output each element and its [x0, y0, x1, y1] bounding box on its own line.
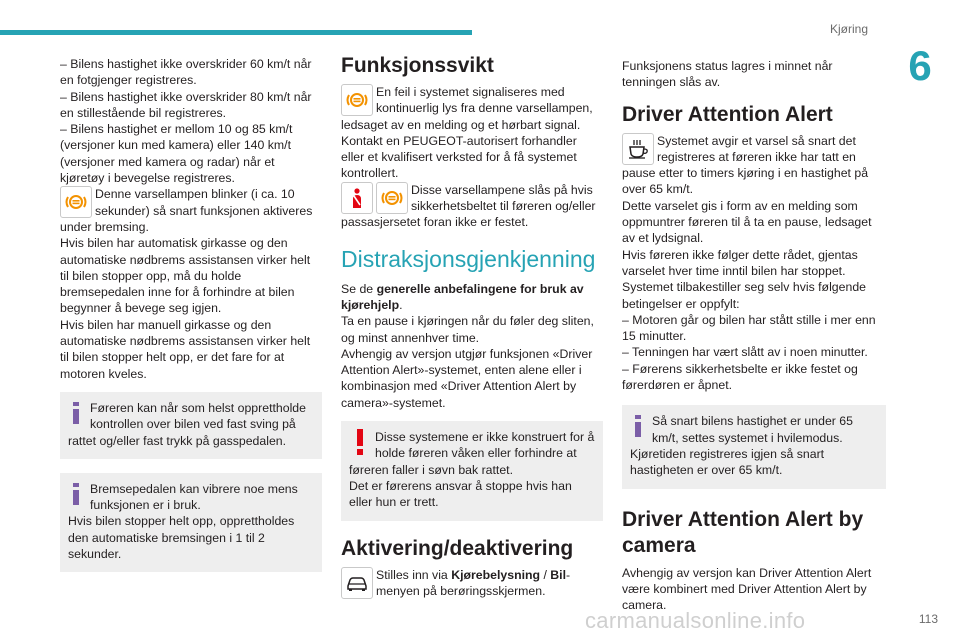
info-icon: [70, 402, 82, 424]
daa-paragraph: [622, 133, 886, 198]
condition-pedestrian: – Bilens hastighet ikke overskrider 60 km/t når en fotgjenger registreres.: [60, 57, 312, 88]
info-control-text: Føreren kan når som helst opprettholde kontrollen over bilen ved fast sving på rattet og/eller fast trykk på gasspedalen.: [68, 400, 306, 448]
lamp-paragraph: [60, 186, 322, 235]
fault-text: En feil i systemet signaliseres med kontinuerlig lys fra denne varsellampen, ledsaget av en melding og et hørbart signal.: [341, 85, 593, 132]
warning-text-b: Det er førerens ansvar å stoppe hvis han eller hun er trett.: [349, 478, 572, 510]
heading-driver-attention-alert: Driver Attention Alert: [622, 102, 833, 126]
info-box-control: [60, 392, 322, 459]
info-icon: [632, 415, 644, 437]
heading-fault: Funksjonssvikt: [341, 54, 494, 77]
activ-menu-vehicle: Bil: [550, 567, 566, 582]
heading-activation: Aktivering/deaktivering: [341, 536, 574, 560]
activ-prefix: Stilles inn via: [376, 567, 452, 582]
brake-fault-lamp-icon: [341, 84, 373, 116]
watermark: carmanualsonline.info: [585, 608, 806, 633]
daa-text-4: Systemet tilbakestiller seg selv hvis følgende betingelser er oppfylt:: [622, 280, 866, 311]
seatbelt-warning-icon: [341, 182, 373, 214]
section-title: Kjøring: [829, 22, 868, 36]
info-standby-text-b: Kjøretiden registreres igjen så snart hastigheten er over 65 km/t.: [630, 446, 825, 478]
condition-stationary: – Bilens hastighet ikke overskrider 80 km/t når en stillestående bil registreres.: [60, 89, 312, 120]
info-box-standby: [622, 405, 886, 488]
camera-text: Avhengig av versjon kan Driver Attention Alert være kombinert med Driver Attention Alert by camera.: [622, 565, 872, 613]
condition-moving: – Bilens hastighet er mellom 10 og 85 km/t (versjoner kun med kamera) eller 140 km/t (versjoner med kamera og radar) når et kjøretøy i bevegelse registreres.: [60, 122, 293, 186]
pause-text: Ta en pause i kjøringen når du føler deg sliten, og minst annenhver time.: [341, 314, 594, 345]
activ-menu-driving-lights: Kjørebelysning: [451, 567, 541, 582]
daa-text-2: Dette varselet gis i form av en melding som oppmuntrer føreren til å ta en pause, ledsaget av et lydsignal.: [622, 198, 872, 246]
warning-exclamation-icon: [353, 429, 367, 455]
rec-link-text: generelle anbefalingene for bruk av kjørehjelp: [341, 281, 584, 312]
daa-text: Systemet avgir et varsel så snart det registreres at føreren ikke har tatt en pause etter to timers kjøring i en hastighet på over 65 km/t.: [622, 133, 869, 197]
info-box-brake-pedal: [60, 473, 322, 572]
fault-paragraph: [341, 84, 603, 133]
activation-text: [341, 567, 603, 600]
page-number: 113: [918, 612, 938, 626]
chapter-number: 6: [908, 42, 932, 89]
reset-condition-1: – Motoren går og bilen har stått stille i mer enn 15 minutter.: [622, 312, 876, 344]
seatbelt-text: Disse varsellampene slås på hvis sikkerhetsbeltet til føreren og/eller passasjersetet foran ikke er festet.: [341, 182, 596, 230]
rec-prefix: Se de: [341, 281, 377, 296]
heading-distraction: Distraksjonsgjenkjenning: [341, 245, 596, 272]
activ-suffix: -menyen på berøringsskjermen.: [376, 567, 571, 598]
info-icon: [70, 483, 82, 505]
heading-daa-camera: Driver Attention Alert by camera: [622, 507, 864, 557]
fault-text-2: Kontakt en PEUGEOT-autorisert forhandler eller et kvalifisert verksted for å få systemet kontrollert.: [341, 133, 577, 181]
header-accent-bar: [0, 30, 472, 35]
coffee-cup-icon: [622, 133, 654, 165]
warning-text-a: Disse systemene er ikke konstruert for å holde føreren våken eller forhindre at føreren faller i søvn bak rattet.: [349, 430, 595, 477]
recommendation-text: [341, 281, 603, 314]
info-standby-text-a: Så snart bilens hastighet er under 65 km/t, settes systemet i hvilemodus.: [652, 414, 853, 445]
brake-assist-lamp-icon: [376, 182, 408, 214]
reset-condition-3: – Førerens sikkerhetsbelte er ikke festet og førerdøren er åpnet.: [622, 361, 858, 393]
version-text: Avhengig av versjon utgjør funksjonen «Driver Attention Alert»-systemet, enten alene eller i kombinasjon med «Driver Attention Alert by camera»-systemet.: [341, 346, 593, 410]
reset-condition-2: – Tenningen har vært slått av i noen minutter.: [622, 345, 868, 360]
daa-text-3: Hvis føreren ikke følger dette rådet, gjentas varselet hver time inntil bilen har stoppet.: [622, 247, 858, 278]
activation-paragraph: [341, 567, 603, 600]
auto-gearbox-text: Hvis bilen har automatisk girkasse og den automatiske nødbrems assistansen virker helt til bilen stopper opp, må du holde bremsepedalen inne for å forhindre at bilen begynner å bevege seg igjen.: [60, 236, 311, 316]
car-icon: [341, 567, 373, 599]
manual-gearbox-text: Hvis bilen har manuell girkasse og den automatiske nødbrems assistansen virker helt til bilen stopper helt opp, er det fare for at motoren kveles.: [60, 317, 311, 381]
info-brake-text-b: Hvis bilen stopper helt opp, opprettholdes den automatiske bremsingen i 1 til 2 sekunder.: [68, 514, 295, 562]
seatbelt-paragraph: [341, 182, 603, 231]
activ-separator: /: [540, 567, 551, 582]
column-2: [341, 54, 603, 599]
status-text: Funksjonens status lagres i minnet når tenningen slås av.: [622, 59, 833, 90]
column-1: [60, 56, 322, 572]
column-3: [622, 58, 886, 613]
warning-box: [341, 421, 603, 520]
lamp-text: Denne varsellampen blinker (i ca. 10 sekunder) så snart funksjonen aktiveres under bremsing.: [60, 187, 313, 234]
brake-warning-lamp-icon: [60, 186, 92, 218]
info-brake-text-a: Bremsepedalen kan vibrere noe mens funksjonen er i bruk.: [90, 481, 298, 513]
rec-suffix: .: [399, 297, 403, 312]
